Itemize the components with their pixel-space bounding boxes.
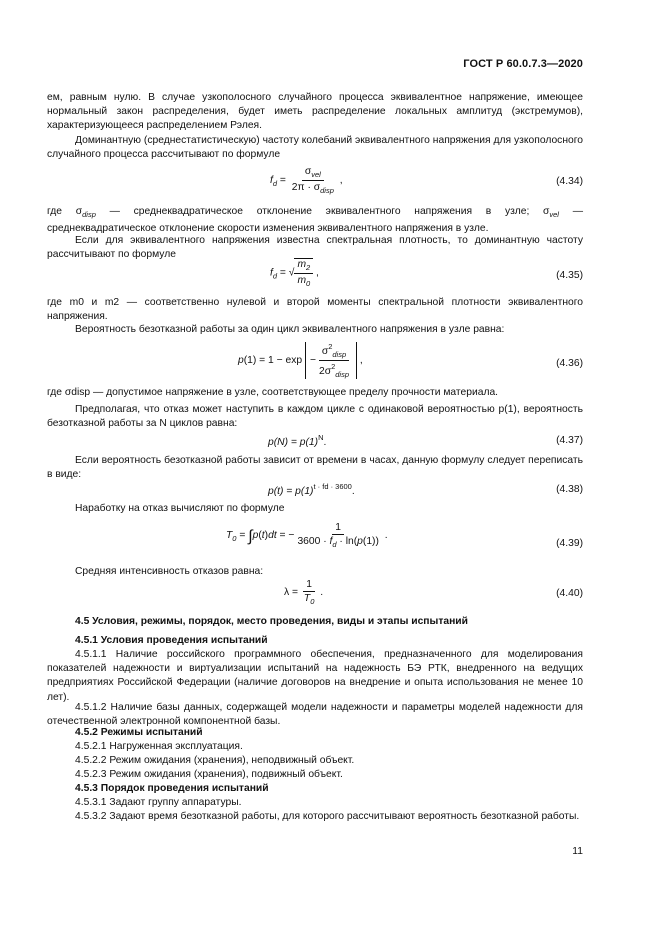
section-heading-4-5-1: 4.5.1 Условия проведения испытаний xyxy=(75,635,268,646)
paragraph-dominant-frequency: Доминантную (среднестатистическую) частоту колебаний эквивалентного напряжения для узкополосного случайного процесса рассчитывают по формуле xyxy=(47,135,583,161)
paragraph-n-cycles: Предполагая, что отказ может наступить в каждом цикле с одинаковой вероятностью p(1), вероятность безотказной работы за N циклов равна: xyxy=(47,404,583,430)
section-heading-4-5-2: 4.5.2 Режимы испытаний xyxy=(75,727,203,738)
formula-4-34: $f_d$ = $\frac{\sigma_{vel}}{2\pi \cdot \sigma_{disp}}$ , xyxy=(270,166,343,195)
paragraph-where-allowed-stress: где σdisp — допустимое напряжение в узле, соответствующее пределу прочности материала. xyxy=(47,387,499,398)
paragraph-probability-one-cycle: Вероятность безотказной работы за один цикл эквивалентного напряжения в узле равна: xyxy=(75,324,505,335)
page-number: 11 xyxy=(572,846,583,857)
paragraph-4-5-2-3: 4.5.2.3 Режим ожидания (хранения), подвижный объект. xyxy=(75,769,343,780)
standard-code-header: ГОСТ Р 60.0.7.3—2020 xyxy=(463,58,583,70)
paragraph-4-5-2-1: 4.5.2.1 Нагруженная эксплуатация. xyxy=(75,741,243,752)
paragraph-mtbf: Наработку на отказ вычисляют по формуле xyxy=(75,503,285,514)
formula-4-37: $p(N) = p(1)^N$. xyxy=(268,433,327,448)
paragraph-spectral-density: Если для эквивалентного напряжения известна спектральная плотность, то доминантную частоту рассчитывают по формуле xyxy=(47,235,583,261)
formula-4-39: $T_0 = \int p(t)dt$ = − $\frac{1}{3600 \cdot f_d \cdot \ln(p(1))}$ . xyxy=(226,522,388,549)
formula-4-38: $p(t) = p(1)^{t \cdot fd \cdot 3600}$. xyxy=(268,482,355,497)
formula-4-40: λ = $\frac{1}{T_0}$ . xyxy=(284,579,324,606)
section-heading-4-5: 4.5 Условия, режимы, порядок, место проведения, виды и этапы испытаний xyxy=(75,616,468,627)
equation-number: (4.35) xyxy=(556,270,583,281)
paragraph-where-sigma: где $\sigma_{disp}$ — среднеквадратическое отклонение эквивалентного напряжения в узле; $\sigma_{vel}$ — среднеквадратическое отклонение скорости изменения эквивалентного напряжения в узле. xyxy=(47,206,583,235)
paragraph-time-dependent: Если вероятность безотказной работы зависит от времени в часах, данную формулу следует переписать в виде: xyxy=(47,455,583,481)
paragraph-4-5-1-2: 4.5.1.2 Наличие базы данных, содержащей модели надежности и параметры моделей надежности для отечественной электронной компонентной базы. xyxy=(47,702,583,728)
paragraph-4-5-1-1: 4.5.1.1 Наличие российского программного обеспечения, предназначенного для моделирования показателей надежности и виртуализации испытаний на надежность БЭ РТК, внедренного на ведущих предприятиях Российской Федерации (наличие договоров на внедрение и опыта использования не менее 10 лет). xyxy=(47,649,583,703)
paragraph-4-5-3-2: 4.5.3.2 Задают время безотказной работы, для которого рассчитывают вероятность безотказной работы. xyxy=(75,811,580,822)
equation-number: (4.38) xyxy=(556,484,583,495)
paragraph-4-5-2-2: 4.5.2.2 Режим ожидания (хранения), неподвижный объект. xyxy=(75,755,355,766)
paragraph-where-moments: где m0 и m2 — соответственно нулевой и второй моменты спектральной плотности эквивалентного напряжения. xyxy=(47,297,583,323)
section-heading-4-5-3: 4.5.3 Порядок проведения испытаний xyxy=(75,783,269,794)
paragraph-4-5-3-1: 4.5.3.1 Задают группу аппаратуры. xyxy=(75,797,242,808)
equation-number: (4.39) xyxy=(556,538,583,549)
formula-4-35: $f_d$ = √ $\frac{m_2}{m_0}$ , xyxy=(270,259,319,288)
equation-number: (4.34) xyxy=(556,176,583,187)
paragraph-failure-intensity: Средняя интенсивность отказов равна: xyxy=(75,566,264,577)
paragraph-rayleigh: ем, равным нулю. В случае узкополосного случайного процесса эквивалентное напряжение, имеющее нормальный закон распределения, будет иметь распределение локальных амплитуд (экстремумов), характеризующееся распределением Рэлея. xyxy=(47,92,583,132)
equation-number: (4.36) xyxy=(556,358,583,369)
equation-number: (4.40) xyxy=(556,588,583,599)
equation-number: (4.37) xyxy=(556,435,583,446)
formula-4-36: p(1) = 1 − exp − $\frac{\sigma^2_{disp}}{2\sigma^2_{disp}}$ , xyxy=(238,342,363,379)
